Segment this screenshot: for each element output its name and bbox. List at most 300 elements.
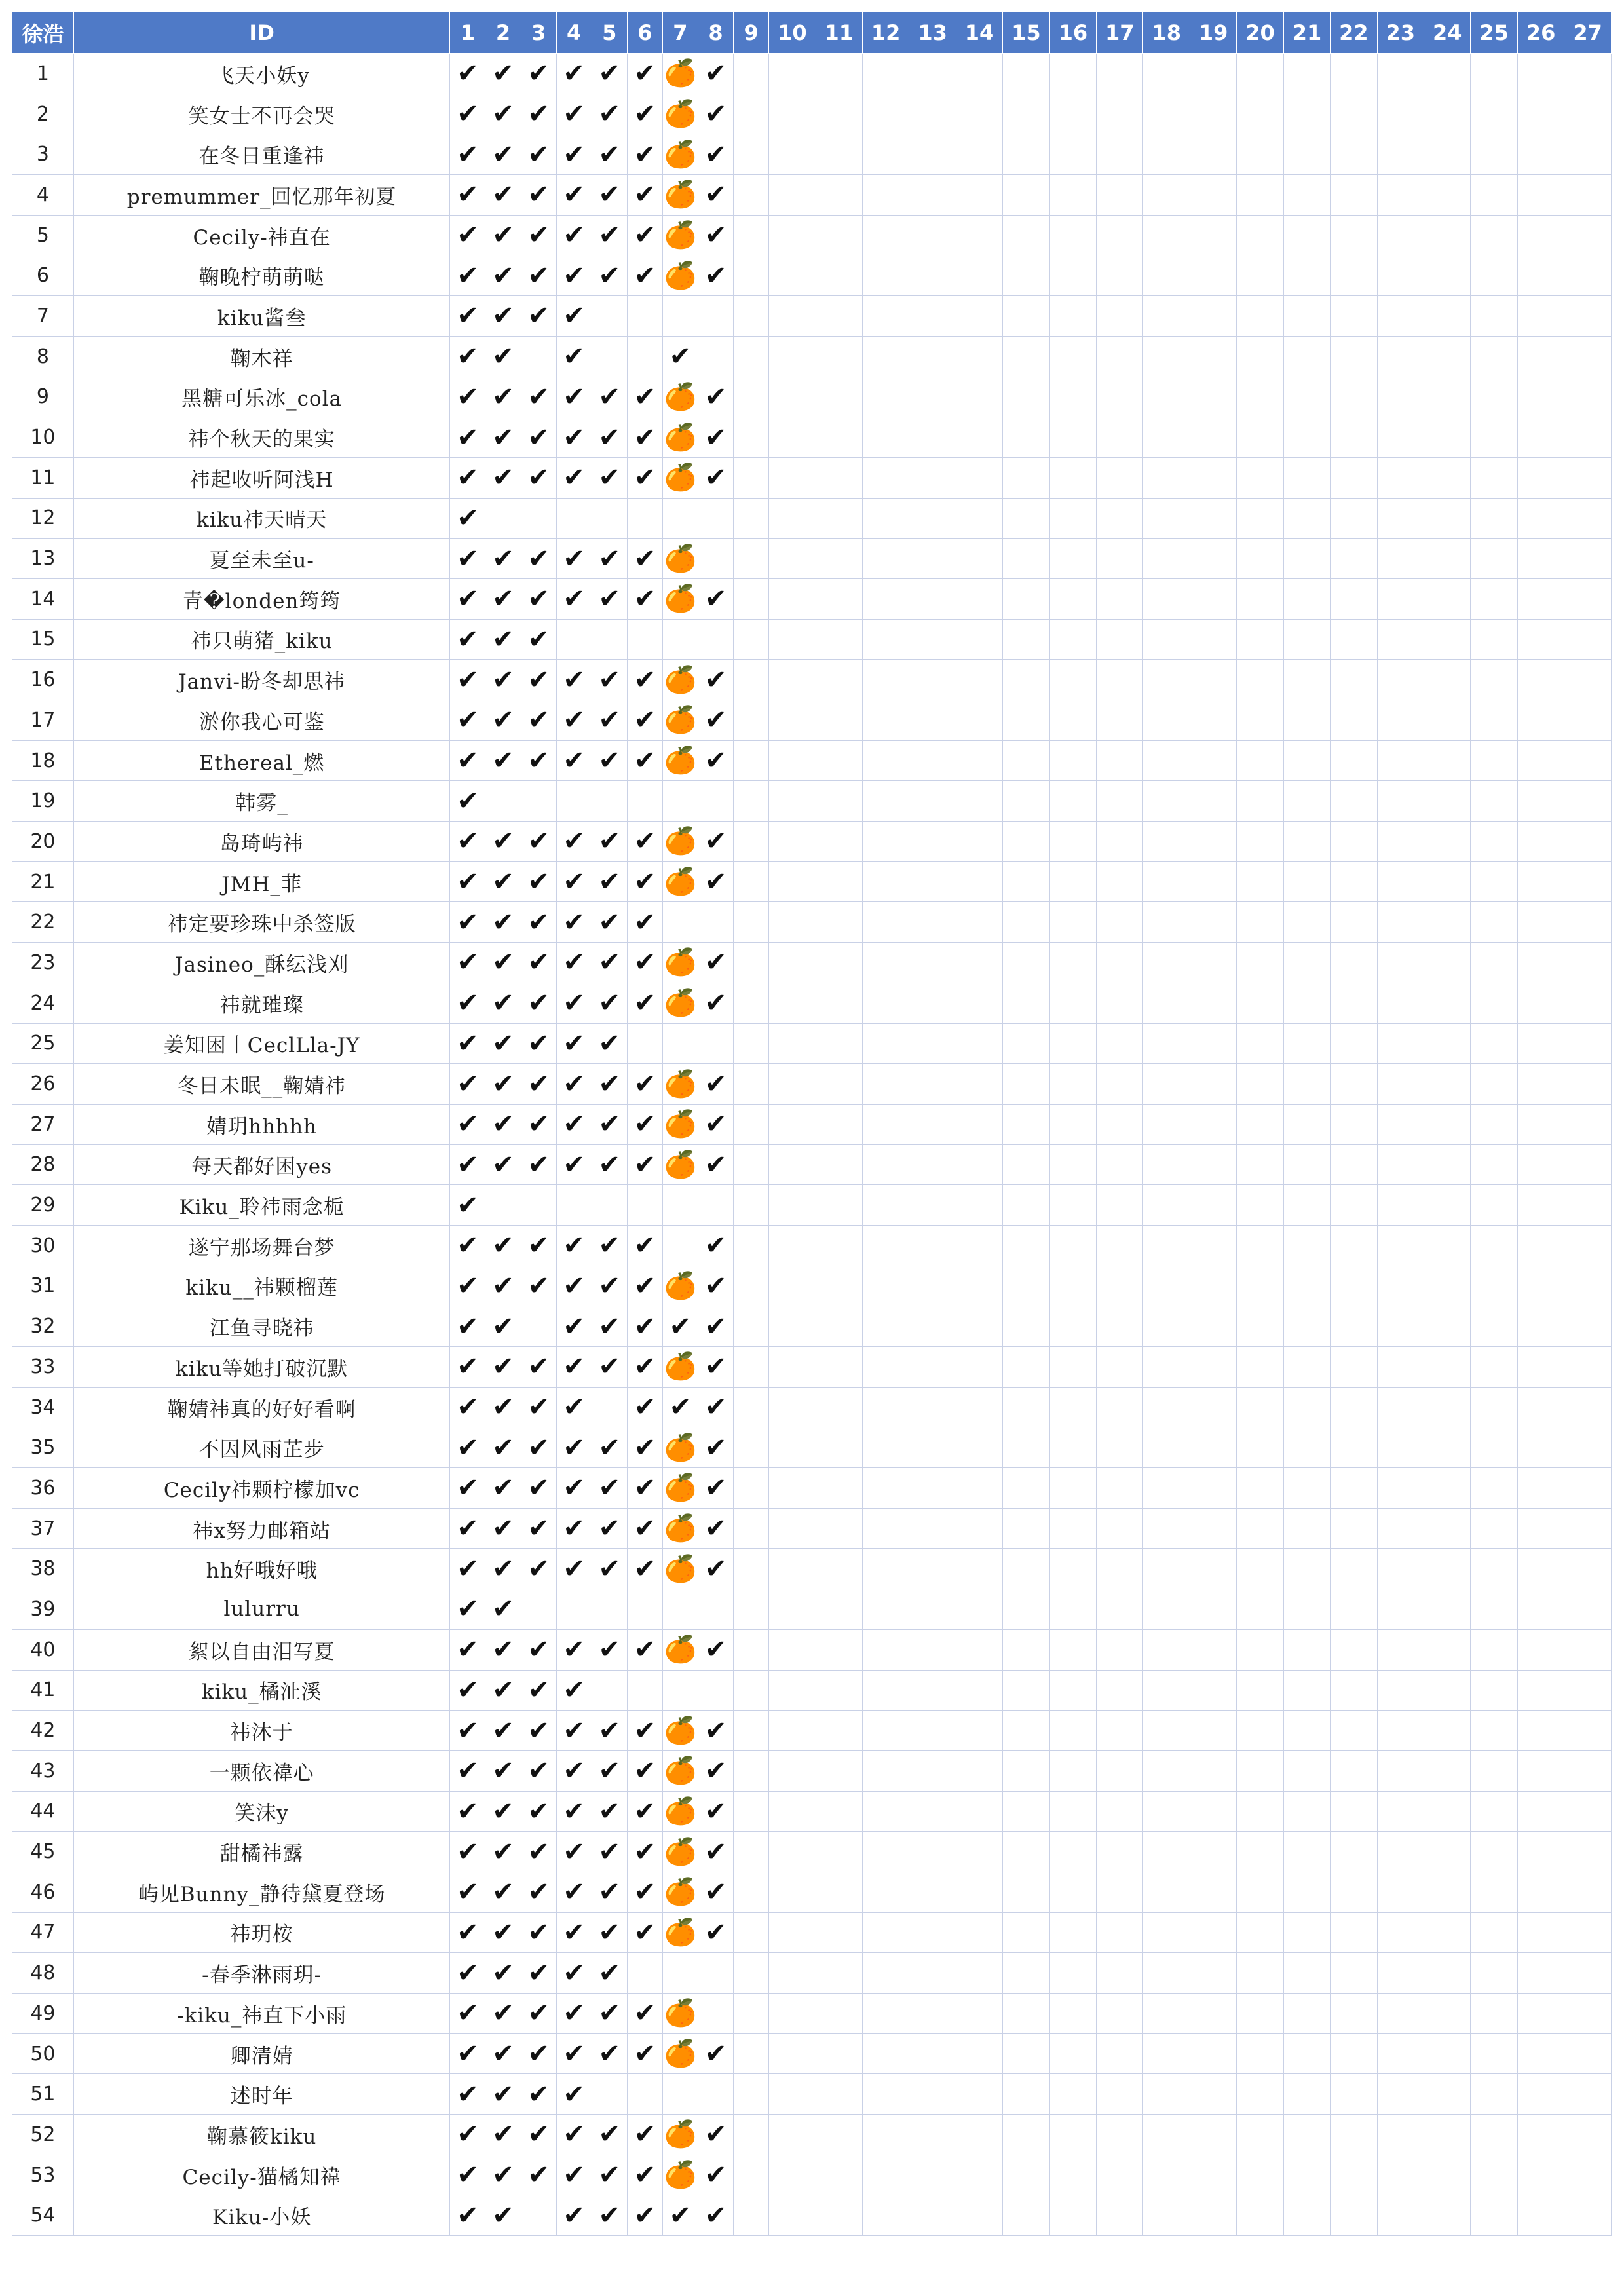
empty-cell[interactable] bbox=[734, 943, 769, 983]
empty-cell[interactable] bbox=[1049, 1549, 1096, 1589]
empty-cell[interactable] bbox=[1283, 2195, 1330, 2236]
check-mark-icon[interactable] bbox=[592, 822, 627, 862]
check-mark-icon[interactable] bbox=[556, 2195, 592, 2236]
check-mark-icon[interactable] bbox=[450, 1225, 485, 1266]
empty-cell[interactable] bbox=[909, 1670, 956, 1711]
check-mark-icon[interactable] bbox=[485, 1064, 521, 1105]
empty-cell[interactable] bbox=[1517, 1872, 1564, 1912]
empty-cell[interactable] bbox=[769, 175, 816, 216]
check-mark-icon[interactable] bbox=[450, 1670, 485, 1711]
empty-cell[interactable] bbox=[1471, 822, 1517, 862]
check-mark-icon[interactable] bbox=[485, 336, 521, 377]
empty-cell[interactable] bbox=[1143, 1832, 1190, 1872]
check-mark-icon[interactable] bbox=[450, 1953, 485, 1994]
member-id[interactable]: 祎沐于 bbox=[73, 1711, 450, 1751]
orange-mark-icon[interactable] bbox=[662, 134, 698, 175]
check-mark-icon[interactable] bbox=[521, 861, 556, 902]
empty-cell[interactable] bbox=[1143, 1387, 1190, 1427]
empty-cell[interactable] bbox=[1237, 2115, 1283, 2155]
empty-cell[interactable] bbox=[909, 902, 956, 943]
check-mark-icon[interactable] bbox=[450, 457, 485, 498]
empty-cell[interactable] bbox=[734, 54, 769, 94]
empty-cell[interactable] bbox=[1283, 94, 1330, 134]
check-mark-icon[interactable] bbox=[521, 457, 556, 498]
empty-cell[interactable] bbox=[734, 1266, 769, 1306]
empty-cell[interactable] bbox=[1003, 822, 1049, 862]
check-mark-icon[interactable] bbox=[556, 1994, 592, 2034]
empty-cell[interactable] bbox=[1424, 296, 1471, 337]
check-mark-icon[interactable] bbox=[521, 1144, 556, 1185]
empty-cell[interactable] bbox=[1237, 660, 1283, 700]
empty-cell[interactable] bbox=[1049, 54, 1096, 94]
empty-cell[interactable] bbox=[956, 296, 1002, 337]
empty-cell[interactable] bbox=[862, 94, 909, 134]
empty-cell[interactable] bbox=[1377, 1670, 1424, 1711]
empty-cell[interactable] bbox=[956, 215, 1002, 255]
empty-cell[interactable] bbox=[1003, 1508, 1049, 1549]
empty-cell[interactable] bbox=[1097, 1750, 1143, 1791]
empty-cell[interactable] bbox=[862, 700, 909, 741]
empty-cell[interactable] bbox=[1283, 1347, 1330, 1388]
check-mark-icon[interactable] bbox=[521, 94, 556, 134]
empty-cell[interactable] bbox=[1190, 417, 1236, 458]
empty-cell[interactable] bbox=[769, 134, 816, 175]
check-mark-icon[interactable] bbox=[592, 861, 627, 902]
empty-cell[interactable] bbox=[1097, 255, 1143, 296]
check-mark-icon[interactable] bbox=[485, 1508, 521, 1549]
empty-cell[interactable] bbox=[627, 1023, 662, 1064]
empty-cell[interactable] bbox=[1424, 1185, 1471, 1226]
empty-cell[interactable] bbox=[1377, 781, 1424, 822]
empty-cell[interactable] bbox=[769, 1306, 816, 1347]
empty-cell[interactable] bbox=[521, 2195, 556, 2236]
empty-cell[interactable] bbox=[1097, 660, 1143, 700]
check-mark-icon[interactable] bbox=[592, 1347, 627, 1388]
empty-cell[interactable] bbox=[1377, 1225, 1424, 1266]
empty-cell[interactable] bbox=[769, 1266, 816, 1306]
empty-cell[interactable] bbox=[956, 1994, 1002, 2034]
empty-cell[interactable] bbox=[1517, 1832, 1564, 1872]
empty-cell[interactable] bbox=[769, 1104, 816, 1144]
orange-mark-icon[interactable] bbox=[662, 1872, 698, 1912]
check-mark-icon[interactable] bbox=[450, 822, 485, 862]
empty-cell[interactable] bbox=[734, 1589, 769, 1630]
empty-cell[interactable] bbox=[521, 1306, 556, 1347]
empty-cell[interactable] bbox=[662, 1185, 698, 1226]
empty-cell[interactable] bbox=[1283, 336, 1330, 377]
empty-cell[interactable] bbox=[1190, 175, 1236, 216]
row-number[interactable]: 31 bbox=[12, 1266, 74, 1306]
empty-cell[interactable] bbox=[1003, 1589, 1049, 1630]
check-mark-icon[interactable] bbox=[450, 1104, 485, 1144]
empty-cell[interactable] bbox=[1097, 1266, 1143, 1306]
empty-cell[interactable] bbox=[1517, 1468, 1564, 1509]
empty-cell[interactable] bbox=[1283, 861, 1330, 902]
check-mark-icon[interactable] bbox=[485, 578, 521, 619]
empty-cell[interactable] bbox=[1517, 1347, 1564, 1388]
empty-cell[interactable] bbox=[1564, 1104, 1612, 1144]
empty-cell[interactable] bbox=[1097, 1387, 1143, 1427]
empty-cell[interactable] bbox=[1283, 1872, 1330, 1912]
empty-cell[interactable] bbox=[1097, 1872, 1143, 1912]
check-mark-icon[interactable] bbox=[556, 1953, 592, 1994]
empty-cell[interactable] bbox=[956, 94, 1002, 134]
row-number[interactable]: 46 bbox=[12, 1872, 74, 1912]
empty-cell[interactable] bbox=[1283, 1023, 1330, 1064]
empty-cell[interactable] bbox=[1049, 1872, 1096, 1912]
header-day-12[interactable]: 12 bbox=[862, 12, 909, 54]
empty-cell[interactable] bbox=[1517, 457, 1564, 498]
empty-cell[interactable] bbox=[1237, 700, 1283, 741]
empty-cell[interactable] bbox=[1424, 1791, 1471, 1832]
empty-cell[interactable] bbox=[1097, 1104, 1143, 1144]
check-mark-icon[interactable] bbox=[450, 1912, 485, 1953]
empty-cell[interactable] bbox=[862, 578, 909, 619]
empty-cell[interactable] bbox=[769, 1468, 816, 1509]
empty-cell[interactable] bbox=[1190, 943, 1236, 983]
check-mark-icon[interactable] bbox=[521, 1064, 556, 1105]
empty-cell[interactable] bbox=[734, 2195, 769, 2236]
empty-cell[interactable] bbox=[1471, 1064, 1517, 1105]
empty-cell[interactable] bbox=[734, 134, 769, 175]
empty-cell[interactable] bbox=[1097, 215, 1143, 255]
empty-cell[interactable] bbox=[816, 1750, 862, 1791]
check-mark-icon[interactable] bbox=[698, 2195, 733, 2236]
empty-cell[interactable] bbox=[1283, 296, 1330, 337]
empty-cell[interactable] bbox=[1331, 619, 1377, 660]
check-mark-icon[interactable] bbox=[485, 1104, 521, 1144]
empty-cell[interactable] bbox=[1190, 578, 1236, 619]
empty-cell[interactable] bbox=[909, 54, 956, 94]
check-mark-icon[interactable] bbox=[627, 1427, 662, 1468]
empty-cell[interactable] bbox=[592, 336, 627, 377]
empty-cell[interactable] bbox=[1471, 1711, 1517, 1751]
empty-cell[interactable] bbox=[1049, 1306, 1096, 1347]
check-mark-icon[interactable] bbox=[450, 1306, 485, 1347]
member-id[interactable]: 絮以自由泪写夏 bbox=[73, 1629, 450, 1670]
check-mark-icon[interactable] bbox=[521, 2033, 556, 2074]
check-mark-icon[interactable] bbox=[485, 175, 521, 216]
empty-cell[interactable] bbox=[956, 578, 1002, 619]
empty-cell[interactable] bbox=[909, 943, 956, 983]
check-mark-icon[interactable] bbox=[627, 902, 662, 943]
check-mark-icon[interactable] bbox=[698, 1104, 733, 1144]
empty-cell[interactable] bbox=[1237, 943, 1283, 983]
empty-cell[interactable] bbox=[1283, 1508, 1330, 1549]
empty-cell[interactable] bbox=[1049, 255, 1096, 296]
check-mark-icon[interactable] bbox=[698, 54, 733, 94]
empty-cell[interactable] bbox=[1097, 417, 1143, 458]
check-mark-icon[interactable] bbox=[698, 1912, 733, 1953]
empty-cell[interactable] bbox=[1283, 1144, 1330, 1185]
empty-cell[interactable] bbox=[1471, 1750, 1517, 1791]
check-mark-icon[interactable] bbox=[450, 1832, 485, 1872]
empty-cell[interactable] bbox=[956, 54, 1002, 94]
empty-cell[interactable] bbox=[1517, 2115, 1564, 2155]
check-mark-icon[interactable] bbox=[450, 1994, 485, 2034]
empty-cell[interactable] bbox=[769, 1347, 816, 1388]
empty-cell[interactable] bbox=[769, 2155, 816, 2195]
empty-cell[interactable] bbox=[1564, 1266, 1612, 1306]
empty-cell[interactable] bbox=[1097, 1953, 1143, 1994]
empty-cell[interactable] bbox=[1331, 1064, 1377, 1105]
empty-cell[interactable] bbox=[1564, 457, 1612, 498]
empty-cell[interactable] bbox=[1331, 1953, 1377, 1994]
check-mark-icon[interactable] bbox=[521, 1225, 556, 1266]
empty-cell[interactable] bbox=[1283, 377, 1330, 417]
empty-cell[interactable] bbox=[1143, 2195, 1190, 2236]
empty-cell[interactable] bbox=[1049, 175, 1096, 216]
empty-cell[interactable] bbox=[816, 740, 862, 781]
check-mark-icon[interactable] bbox=[592, 1912, 627, 1953]
empty-cell[interactable] bbox=[1190, 1750, 1236, 1791]
empty-cell[interactable] bbox=[1237, 134, 1283, 175]
empty-cell[interactable] bbox=[862, 1347, 909, 1388]
empty-cell[interactable] bbox=[1143, 134, 1190, 175]
empty-cell[interactable] bbox=[816, 1064, 862, 1105]
empty-cell[interactable] bbox=[1564, 781, 1612, 822]
check-mark-icon[interactable] bbox=[698, 175, 733, 216]
empty-cell[interactable] bbox=[1049, 215, 1096, 255]
empty-cell[interactable] bbox=[1377, 1791, 1424, 1832]
empty-cell[interactable] bbox=[1190, 619, 1236, 660]
member-id[interactable]: Ethereal_燃 bbox=[73, 740, 450, 781]
check-mark-icon[interactable] bbox=[627, 1064, 662, 1105]
empty-cell[interactable] bbox=[1143, 1064, 1190, 1105]
empty-cell[interactable] bbox=[909, 134, 956, 175]
empty-cell[interactable] bbox=[956, 781, 1002, 822]
empty-cell[interactable] bbox=[1564, 498, 1612, 539]
row-number[interactable]: 11 bbox=[12, 457, 74, 498]
empty-cell[interactable] bbox=[862, 215, 909, 255]
empty-cell[interactable] bbox=[1143, 781, 1190, 822]
check-mark-icon[interactable] bbox=[485, 94, 521, 134]
empty-cell[interactable] bbox=[1517, 2033, 1564, 2074]
empty-cell[interactable] bbox=[1517, 1629, 1564, 1670]
empty-cell[interactable] bbox=[1143, 1347, 1190, 1388]
empty-cell[interactable] bbox=[734, 1711, 769, 1751]
empty-cell[interactable] bbox=[1049, 1468, 1096, 1509]
empty-cell[interactable] bbox=[1517, 296, 1564, 337]
empty-cell[interactable] bbox=[1143, 2115, 1190, 2155]
empty-cell[interactable] bbox=[909, 1953, 956, 1994]
empty-cell[interactable] bbox=[769, 1791, 816, 1832]
empty-cell[interactable] bbox=[909, 1912, 956, 1953]
empty-cell[interactable] bbox=[909, 215, 956, 255]
empty-cell[interactable] bbox=[1517, 660, 1564, 700]
orange-mark-icon[interactable] bbox=[662, 2115, 698, 2155]
header-day-14[interactable]: 14 bbox=[956, 12, 1002, 54]
empty-cell[interactable] bbox=[862, 255, 909, 296]
empty-cell[interactable] bbox=[1424, 2033, 1471, 2074]
empty-cell[interactable] bbox=[698, 1023, 733, 1064]
empty-cell[interactable] bbox=[1564, 1387, 1612, 1427]
empty-cell[interactable] bbox=[1049, 861, 1096, 902]
empty-cell[interactable] bbox=[1471, 2115, 1517, 2155]
row-number[interactable]: 8 bbox=[12, 336, 74, 377]
empty-cell[interactable] bbox=[662, 2074, 698, 2115]
empty-cell[interactable] bbox=[956, 1832, 1002, 1872]
empty-cell[interactable] bbox=[956, 1225, 1002, 1266]
empty-cell[interactable] bbox=[1237, 1912, 1283, 1953]
check-mark-icon[interactable] bbox=[698, 1064, 733, 1105]
empty-cell[interactable] bbox=[1331, 1670, 1377, 1711]
empty-cell[interactable] bbox=[1377, 336, 1424, 377]
empty-cell[interactable] bbox=[1424, 94, 1471, 134]
check-mark-icon[interactable] bbox=[556, 700, 592, 741]
empty-cell[interactable] bbox=[1049, 740, 1096, 781]
member-id[interactable]: Cecily祎颗柠檬加vc bbox=[73, 1468, 450, 1509]
empty-cell[interactable] bbox=[1377, 1711, 1424, 1751]
check-mark-icon[interactable] bbox=[698, 1225, 733, 1266]
empty-cell[interactable] bbox=[909, 578, 956, 619]
orange-mark-icon[interactable] bbox=[662, 740, 698, 781]
check-mark-icon[interactable] bbox=[556, 2074, 592, 2115]
empty-cell[interactable] bbox=[1097, 740, 1143, 781]
empty-cell[interactable] bbox=[592, 1185, 627, 1226]
empty-cell[interactable] bbox=[1564, 578, 1612, 619]
empty-cell[interactable] bbox=[1377, 1023, 1424, 1064]
row-number[interactable]: 25 bbox=[12, 1023, 74, 1064]
empty-cell[interactable] bbox=[769, 94, 816, 134]
empty-cell[interactable] bbox=[769, 700, 816, 741]
empty-cell[interactable] bbox=[1097, 1791, 1143, 1832]
empty-cell[interactable] bbox=[1471, 1670, 1517, 1711]
empty-cell[interactable] bbox=[1003, 94, 1049, 134]
empty-cell[interactable] bbox=[627, 1589, 662, 1630]
empty-cell[interactable] bbox=[1424, 2115, 1471, 2155]
empty-cell[interactable] bbox=[734, 1791, 769, 1832]
check-mark-icon[interactable] bbox=[485, 943, 521, 983]
empty-cell[interactable] bbox=[1003, 1468, 1049, 1509]
check-mark-icon[interactable] bbox=[627, 2115, 662, 2155]
check-mark-icon[interactable] bbox=[450, 1185, 485, 1226]
empty-cell[interactable] bbox=[862, 2195, 909, 2236]
empty-cell[interactable] bbox=[1564, 1670, 1612, 1711]
empty-cell[interactable] bbox=[1237, 2155, 1283, 2195]
empty-cell[interactable] bbox=[627, 336, 662, 377]
row-number[interactable]: 37 bbox=[12, 1508, 74, 1549]
row-number[interactable]: 21 bbox=[12, 861, 74, 902]
header-day-10[interactable]: 10 bbox=[769, 12, 816, 54]
empty-cell[interactable] bbox=[816, 700, 862, 741]
empty-cell[interactable] bbox=[1097, 457, 1143, 498]
empty-cell[interactable] bbox=[698, 1670, 733, 1711]
check-mark-icon[interactable] bbox=[698, 822, 733, 862]
empty-cell[interactable] bbox=[1190, 2195, 1236, 2236]
empty-cell[interactable] bbox=[1237, 1468, 1283, 1509]
empty-cell[interactable] bbox=[1049, 1104, 1096, 1144]
empty-cell[interactable] bbox=[769, 2074, 816, 2115]
empty-cell[interactable] bbox=[909, 983, 956, 1023]
empty-cell[interactable] bbox=[1424, 134, 1471, 175]
empty-cell[interactable] bbox=[909, 94, 956, 134]
empty-cell[interactable] bbox=[1471, 134, 1517, 175]
check-mark-icon[interactable] bbox=[521, 1791, 556, 1832]
check-mark-icon[interactable] bbox=[521, 134, 556, 175]
empty-cell[interactable] bbox=[734, 215, 769, 255]
empty-cell[interactable] bbox=[1283, 539, 1330, 579]
empty-cell[interactable] bbox=[1517, 1508, 1564, 1549]
empty-cell[interactable] bbox=[909, 1791, 956, 1832]
empty-cell[interactable] bbox=[1564, 175, 1612, 216]
empty-cell[interactable] bbox=[1049, 1347, 1096, 1388]
empty-cell[interactable] bbox=[1049, 2155, 1096, 2195]
empty-cell[interactable] bbox=[1471, 781, 1517, 822]
empty-cell[interactable] bbox=[1517, 377, 1564, 417]
empty-cell[interactable] bbox=[1471, 578, 1517, 619]
check-mark-icon[interactable] bbox=[450, 2033, 485, 2074]
empty-cell[interactable] bbox=[1143, 296, 1190, 337]
empty-cell[interactable] bbox=[769, 1953, 816, 1994]
empty-cell[interactable] bbox=[662, 902, 698, 943]
empty-cell[interactable] bbox=[1331, 902, 1377, 943]
empty-cell[interactable] bbox=[1331, 215, 1377, 255]
empty-cell[interactable] bbox=[956, 1791, 1002, 1832]
empty-cell[interactable] bbox=[1377, 822, 1424, 862]
empty-cell[interactable] bbox=[1143, 822, 1190, 862]
header-day-13[interactable]: 13 bbox=[909, 12, 956, 54]
row-number[interactable]: 16 bbox=[12, 660, 74, 700]
empty-cell[interactable] bbox=[1471, 2155, 1517, 2195]
empty-cell[interactable] bbox=[1377, 983, 1424, 1023]
row-number[interactable]: 18 bbox=[12, 740, 74, 781]
empty-cell[interactable] bbox=[521, 1589, 556, 1630]
check-mark-icon[interactable] bbox=[698, 377, 733, 417]
check-mark-icon[interactable] bbox=[485, 1306, 521, 1347]
empty-cell[interactable] bbox=[1377, 175, 1424, 216]
empty-cell[interactable] bbox=[1283, 1185, 1330, 1226]
header-day-1[interactable]: 1 bbox=[450, 12, 485, 54]
empty-cell[interactable] bbox=[1377, 1629, 1424, 1670]
empty-cell[interactable] bbox=[816, 1508, 862, 1549]
member-id[interactable]: 鞠慕筱kiku bbox=[73, 2115, 450, 2155]
empty-cell[interactable] bbox=[816, 822, 862, 862]
empty-cell[interactable] bbox=[1283, 1266, 1330, 1306]
empty-cell[interactable] bbox=[862, 943, 909, 983]
empty-cell[interactable] bbox=[698, 336, 733, 377]
empty-cell[interactable] bbox=[1237, 1589, 1283, 1630]
check-mark-icon[interactable] bbox=[450, 1711, 485, 1751]
check-mark-icon[interactable] bbox=[450, 740, 485, 781]
empty-cell[interactable] bbox=[1331, 1589, 1377, 1630]
empty-cell[interactable] bbox=[734, 1225, 769, 1266]
empty-cell[interactable] bbox=[734, 1185, 769, 1226]
empty-cell[interactable] bbox=[698, 902, 733, 943]
empty-cell[interactable] bbox=[1564, 1468, 1612, 1509]
check-mark-icon[interactable] bbox=[556, 1387, 592, 1427]
empty-cell[interactable] bbox=[698, 296, 733, 337]
empty-cell[interactable] bbox=[1003, 1104, 1049, 1144]
empty-cell[interactable] bbox=[1190, 1832, 1236, 1872]
empty-cell[interactable] bbox=[1049, 498, 1096, 539]
member-id[interactable]: 祎就璀璨 bbox=[73, 983, 450, 1023]
empty-cell[interactable] bbox=[1331, 1185, 1377, 1226]
empty-cell[interactable] bbox=[816, 619, 862, 660]
empty-cell[interactable] bbox=[1564, 1589, 1612, 1630]
empty-cell[interactable] bbox=[1097, 336, 1143, 377]
row-number[interactable]: 48 bbox=[12, 1953, 74, 1994]
empty-cell[interactable] bbox=[1049, 1670, 1096, 1711]
empty-cell[interactable] bbox=[1049, 1064, 1096, 1105]
empty-cell[interactable] bbox=[1331, 498, 1377, 539]
empty-cell[interactable] bbox=[734, 539, 769, 579]
empty-cell[interactable] bbox=[556, 1589, 592, 1630]
empty-cell[interactable] bbox=[1190, 94, 1236, 134]
member-id[interactable]: 遂宁那场舞台梦 bbox=[73, 1225, 450, 1266]
empty-cell[interactable] bbox=[1237, 94, 1283, 134]
empty-cell[interactable] bbox=[1143, 1468, 1190, 1509]
